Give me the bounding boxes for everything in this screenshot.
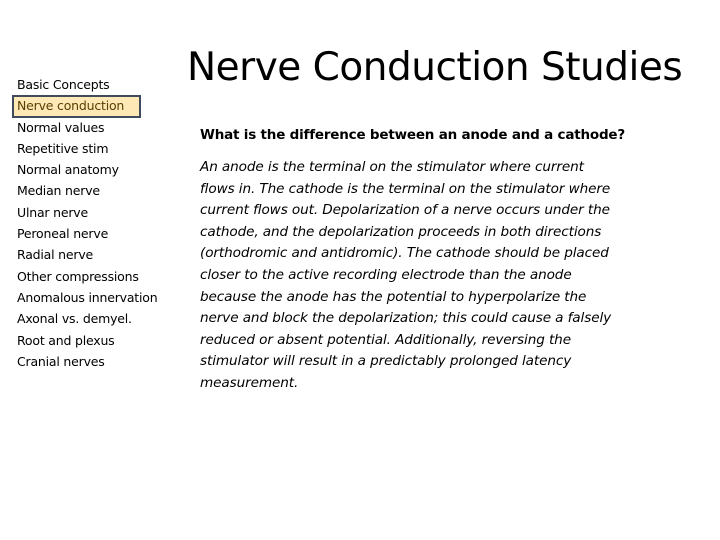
answer-line: nerve and block the depolarization; this could cause a falsely [200,310,612,327]
sidebar-item-label: Other compressions [17,268,139,284]
sidebar-item-label: Ulnar nerve [17,204,88,220]
answer-line: cathode, and the depolarization proceeds in both directions [200,223,602,240]
answer-line: stimulator will result in a predictably prolonged latency [200,353,572,370]
sidebar-item-label: Peroneal nerve [17,226,109,242]
sidebar-item-root-and-plexus[interactable] [17,330,187,351]
answer-line: closer to the active recording electrode than the anode [200,266,572,283]
answer-line: measurement. [200,374,299,391]
sidebar-item-normal-anatomy[interactable] [17,159,187,180]
sidebar-item-radial-nerve[interactable] [17,244,187,265]
sidebar-item-nerve-conduction[interactable] [17,95,187,116]
sidebar-item-label: Normal values [17,119,105,135]
answer-line: current flows out. Depolarization of a nerve occurs under the [200,202,610,219]
sidebar-item-label: Radial nerve [17,247,94,263]
answer-line: (orthodromic and antidromic). The cathode should be placed [200,245,609,262]
sidebar-item-label: Root and plexus [17,332,115,348]
sidebar-item-normal-values[interactable] [17,117,187,138]
answer-body [200,157,650,395]
sidebar-item-label: Median nerve [17,183,100,199]
sidebar-item-label: Normal anatomy [17,162,119,178]
sidebar-nav [17,74,187,372]
sidebar-item-label: Axonal vs. demyel. [17,311,132,327]
slide-title: Nerve Conduction Studies [187,45,683,90]
sidebar-item-axonal-vs-demyel[interactable] [17,308,187,329]
sidebar-item-peroneal-nerve[interactable] [17,223,187,244]
sidebar-item-ulnar-nerve[interactable] [17,202,187,223]
sidebar-item-label: Repetitive stim [17,140,109,156]
sidebar-item-label: Cranial nerves [17,353,105,369]
sidebar-item-label: Basic Concepts [17,77,110,92]
sidebar-item-anomalous-innervation[interactable] [17,287,187,308]
question-heading: What is the difference between an anode and a cathode? [200,127,626,143]
answer-line: flows in. The cathode is the terminal on the stimulator where [200,180,611,197]
sidebar-item-cranial-nerves[interactable] [17,351,187,372]
answer-line: because the anode has the potential to hyperpolarize the [200,288,587,305]
sidebar-item-median-nerve[interactable] [17,180,187,201]
answer-line: An anode is the terminal on the stimulator where current [200,159,584,175]
sidebar-item-label: Anomalous innervation [17,289,158,305]
sidebar-item-label: Nerve conduction [17,98,125,114]
sidebar-item-basic-concepts[interactable] [17,74,187,95]
sidebar-item-other-compressions[interactable] [17,266,187,287]
sidebar-item-repetitive-stim[interactable] [17,138,187,159]
answer-line: reduced or absent potential. Additionally, reversing the [200,331,571,348]
